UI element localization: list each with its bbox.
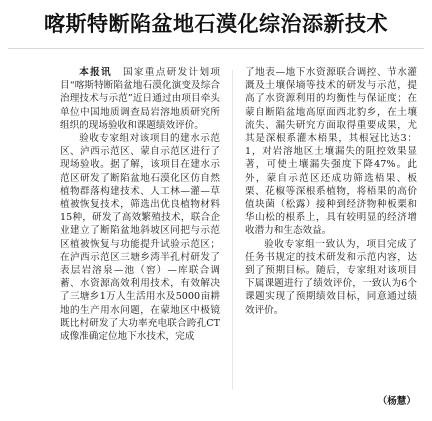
column-divider (232, 70, 233, 390)
article-paragraph: 验收专家组一致认为，项目完成了任务书规定的技术研发和示范内容，达到了预期目标。随后，专家组对该项目下属课题进行了绩效评价，一致认为6个课题实现了预期绩效目标，同意通过绩效评价。 (245, 238, 417, 316)
article-paragraph-lead-text: 国家重点研发计划项目“喀斯特断陷盆地石漠化演变及综合治理技术与示范”近日通过由项目牵头单位中国地质调查局岩溶地质研究所组织的现场验收和课题绩效评价。 (60, 67, 220, 131)
article-column-right (245, 66, 417, 416)
article-paragraph: 验收专家组对该项目的建水示范区、泸西示范区、蒙自示范区进行了现场验收。据了解，该项目在建水示范区研发了断陷盆地石漠化区仿自然植物群落构建技术、人工林—灌—草植被恢复技术，筛选出优良植物材料15种，研发了高效繁殖技术，联合企业建立了断陷盆地斜坡区同把与示范区植被恢复与功能提升试验示范区；在泸西示范区三塘乡湾半孔村研发了表层岩溶泉—池（窖）—库联合调蓄、水资源高效利用技术，有效解决了三塘乡1万人生活用水及5000亩耕地的生产用水问题，在蒙地区中极镜既比村研发了大功率充电联合跨孔CT成像准确定位地下水技术，完成 (60, 133, 220, 343)
article-headline: 喀斯特断陷盆地石漠化综治添新技术 (44, 12, 388, 36)
article-paragraph-continued: 了地表—地下水资源联合调控、节水灌溉及土壤保墒等技术的研发与示范，提高了水资源利用的均衡性与保证度；在蒙自断陷盆地高原面西北豹乡，在土壤流失、漏失研究方面取得重要成果，尤其是深根系灌木梧果，其根冠比达3：1，对岩溶地区土壤漏失的阻控效果显著，可使土壤漏失强度下降47%。此外，蒙自示范区还成功筛选梧果、板栗、花椒等深根系植物，将梧果的高价值块菌（松露）接种到经济物种板栗和华山松的根系上，具有较明显的经济增收潜力和生态效益。 (245, 67, 417, 237)
article-byline: 本报讯 (79, 67, 112, 78)
headline-divider (8, 48, 424, 49)
article-paragraph-lead (60, 66, 220, 132)
article-author: （杨慧） (377, 396, 416, 407)
article-column-left (60, 66, 220, 416)
